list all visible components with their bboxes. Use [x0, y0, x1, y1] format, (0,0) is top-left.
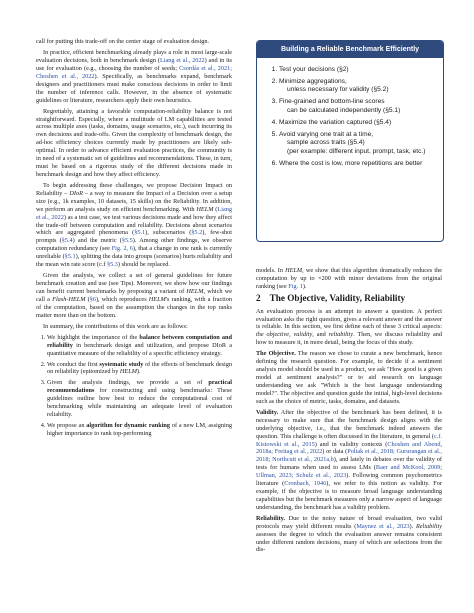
paragraph: Regrettably, attaining a favorable computation-reliability balance is not straightforward. Especially, where a multitude of LM capabilities are tested across multiple axes (tasks, domains, usage scenarios, etc.), each incurring its own decisions and trade-offs. Given the complexity of benchmark design, the ad-hoc efficiency choices currently made by practitioners are likely sub-optimal. In order to advance efficient evaluation practices, the community is in need of a systematic set of guidelines and recommendations. These, in turn, must be based on a rigorous study of the different decisions made in benchmark design and how they affect efficiency.	[36, 107, 232, 178]
paragraph: Reliability. Due to the noisy nature of broad evaluation, two valid protocols may yield different results (Maynez et al., 2023). Reliability assesses the degree to which the evaluation answer remains consistent under different random decisions, many of which are selections from the dis-	[256, 514, 442, 554]
section-ref-link[interactable]: §6	[89, 295, 96, 303]
paragraph: The Objective. The reason we chose to curate a new benchmark, hence defining the research question. For example, to decide if a sentiment analysis model should be used in a product, we ask "How good is a given model at sentiment analysis?" or to aid research on language understanding we ask "Which is the best language understanding model?". The objective and question guide the initial, high-level decisions such as the choice of metric, tasks, domains, and datasets.	[256, 350, 442, 405]
tips-box-title: Building a Reliable Benchmark Efficiently	[257, 41, 443, 58]
list-item: 3. Given the analysis findings, we provide a set of practical recommendations for constructing and using benchmarks: These guidelines outline how best to reduce the computational cost of benchmarking while maintaining an adequate level of evaluation reliability.	[47, 379, 232, 419]
paragraph: An evaluation process is an attempt to answer a question. A perfect evaluation asks the right question, gives a relevant answer and the answer is reliable. In this section, we first define each of these 3 critical aspects: the objective, validity, and reliability. Then, we discuss reliability and how to measure it, in more detail, being the focus of this study.	[256, 307, 442, 347]
section-ref-link[interactable]: §5.2	[191, 229, 203, 237]
figure-ref-link[interactable]: Fig. 2, 6	[111, 245, 133, 253]
list-item: 1. We highlight the importance of the balance between computation and reliability in benchmark design and utilization, and propose DIoR a quantitative measure of the reliability of a specific efficiency strategy.	[47, 334, 232, 358]
citation-link[interactable]: Baer and McKool, 2009; Ullman, 2023; Schulz et al., 2023	[256, 464, 442, 480]
paragraph: To begin addressing these challenges, we propose Decision Impact on Reliability – DIoR – a way to measure the Impact of a Decision over a setup size (e.g., 1k examples, 10 datasets, 15 skills) on the Reliability. In addition, we perform an analysis study on efficient benchmarking. With HELM (Liang et al., 2022) as a test case, we test various decisions made and how they affect the trade-off between computation and reliability. Decisions about scenarios which are aggregated phenomena (§5.1), subscenarios (§5.2), few-shot prompts (§5.4) and the metric (§5.5). Among other findings, we observe computation redundancy (see Fig. 2, 6), that a change in one rank is currently unreliable (§5.1), splitting the data into groups (scenarios) hurts reliability and the mean win rate score (c.f §5.3) should be replaced.	[36, 181, 233, 269]
tip-item: 3. Fine-grained and bottom-line scores can be calculated independently (§5.1)	[279, 98, 443, 115]
section-heading: 2 The Objective, Validity, Reliability	[256, 292, 406, 303]
contributions-list	[36, 334, 232, 438]
tip-item: 6. Where the cost is low, more repetitions are better	[279, 160, 443, 168]
citation-link[interactable]: Cronbach, 1946	[284, 480, 327, 488]
section-ref-link[interactable]: §5.1	[134, 229, 146, 237]
tip-item: 4. Maximize the variation captured (§5.4)	[279, 119, 443, 127]
tips-box	[256, 40, 444, 242]
tip-item: 5. Avoid varying one trait at a time, sample across traits (§5.4) (per example: different input, prompt, task, etc.)	[279, 131, 443, 156]
paragraph: In summary, the contributions of this work are as follows:	[43, 322, 188, 330]
citation-link[interactable]: Poliak et al., 2018; Gururangan et al., 2018; Northcutt et al., 2021a,b	[256, 448, 442, 464]
section-ref-link[interactable]: §5.4	[61, 237, 73, 245]
paragraph: call for putting this trade-off on the center stage of evaluation design.	[36, 38, 210, 45]
section-ref-link[interactable]: §5.5	[121, 237, 133, 245]
tip-item: 2. Minimize aggregations, unless necessary for validity (§5.2)	[279, 78, 443, 95]
citation-link[interactable]: Liang et al., 2022	[159, 57, 205, 64]
figure-ref-link[interactable]: Fig. 1	[288, 282, 303, 290]
tips-list	[257, 66, 443, 168]
section-ref-link[interactable]: §5.3	[106, 261, 118, 269]
right-column	[256, 267, 442, 558]
paragraph: In practice, efficient benchmarking already plays a role in most large-scale evaluation decisions, both in benchmark design (Liang et al., 2022) and in its use for evaluation (e.g., choosing the number of seeds; Csordás et al., 2021; Choshen et al., 2022). Specifically, as benchmarks expand, benchmark designers and practitioners must make conscious decisions in order to limit the number of inference calls. However, in the absence of systematic guidelines or literature, researchers apply their own heuristics.	[36, 49, 232, 104]
tip-item: 1. Test your decisions (§2)	[279, 66, 443, 74]
list-item: 2. We conduct the first systematic study of the effects of benchmark design on reliability (epitomized by HELM).	[47, 361, 232, 377]
citation-link[interactable]: Maynez et al., 2023	[356, 522, 410, 530]
list-item: 4. We propose an algorithm for dynamic ranking of a new LM, assigning higher importance to rank top-performing	[47, 422, 232, 438]
paragraph: Given the analysis, we collect a set of general guidelines for future benchmark creation and use (see Tips). Moreover, we show how our findings can benefit current benchmarks by proposing a variant of HELM, which we call a Flash-HELM (§6), which reproduces HELM's ranking, with a fraction of the computation, based on the assumption the changes in the top ranks matter more than on the bottom.	[36, 272, 232, 319]
section-ref-link[interactable]: §5.1	[64, 253, 76, 261]
citation-link[interactable]: Choshen and Abend, 2018a; Freitag et al., 2022	[256, 440, 443, 456]
citation-link[interactable]: Csordás et al., 2021; Choshen et al., 2022	[36, 64, 232, 80]
paragraph: models. In HELM, we show that this algorithm dramatically reduces the computation by up to ×200 with minor deviations from the original ranking (see Fig. 1).	[256, 267, 442, 290]
citation-link[interactable]: Liang et al., 2022	[36, 205, 232, 221]
citation-link[interactable]: c.f. Kistowski et al., 2015	[256, 432, 442, 448]
left-column	[36, 38, 232, 441]
paragraph: Validity. After the objective of the benchmark has been defined, it is necessary to make sure that the benchmark design aligns with the underlying objective, i.e., that the benchmark indeed answers the question. This challenge is often discussed in the literature, in general (c.f. Kistowski et al., 2015) and in validity contexts (Choshen and Abend, 2018a; Freitag et al., 2022) or data (Poliak et al., 2018; Gururangan et al., 2018; Northcutt et al., 2021a,b), and lately in debates over the validity of tests for humans when used to assess LMs (Baer and McKool, 2009; Ullman, 2023; Schulz et al., 2023). Following common psychometrics literature (Cronbach, 1946), we refer to this notion as validity. For example, if the objective is to measure broad language understanding capabilities but the benchmark measures only a narrow aspect of language understanding, the benchmark has a validity problem.	[256, 408, 443, 511]
